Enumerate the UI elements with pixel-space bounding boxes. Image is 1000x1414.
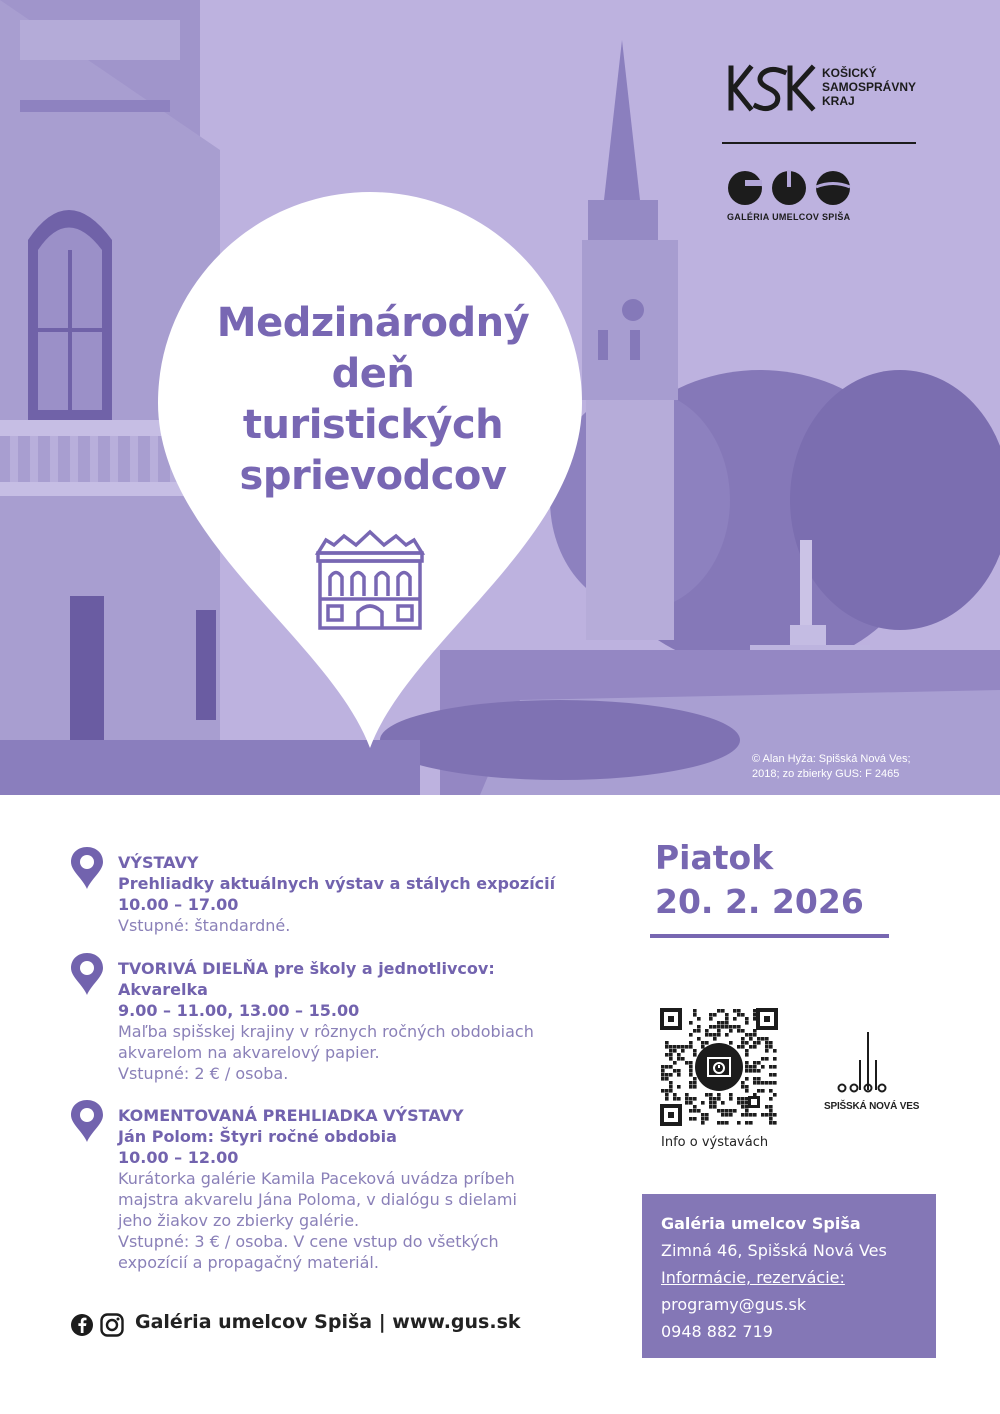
qr-module [749,1121,753,1125]
qr-module [745,1061,749,1065]
qr-caption: Info o výstavách [661,1135,769,1150]
qr-module [753,1113,757,1117]
ksk-line: KOŠICKÝ [822,66,877,80]
qr-module [737,1121,741,1125]
qr-module [773,1065,777,1069]
qr-module [689,1081,693,1085]
qr-module [693,1013,697,1017]
gus-wordmark: GALÉRIA UMELCOV SPIŠA [727,212,851,222]
qr-module [745,1097,749,1101]
qr-module [753,1029,757,1033]
qr-module [729,1097,733,1101]
qr-module [757,1061,761,1065]
qr-module [749,1045,753,1049]
qr-module [665,1045,669,1049]
qr-module [669,1053,673,1057]
event-subheading: Prehliadky aktuálnych výstav a stálych expozícií [118,874,556,893]
qr-module [705,1033,709,1037]
qr-module [753,1045,757,1049]
qr-module [757,1081,761,1085]
qr-module [717,1121,721,1125]
qr-module [717,1009,721,1013]
qr-module [697,1025,701,1029]
qr-module [717,1093,721,1097]
qr-module [685,1045,689,1049]
qr-module [773,1113,777,1117]
event-desc: majstra akvarelu Jána Poloma, v dialógu s dielami [118,1190,517,1209]
qr-module [745,1077,749,1081]
qr-module [701,1117,705,1121]
qr-module [669,1045,673,1049]
qr-module [725,1113,729,1117]
qr-module [769,1109,773,1113]
event-date-value: 20. 2. 2026 [655,882,864,921]
qr-module [693,1077,697,1081]
qr-module [741,1081,745,1085]
qr-module [693,1009,697,1013]
qr-module [709,1101,713,1105]
credit-line: © Alan Hyža: Spišská Nová Ves; [752,753,911,765]
qr-module [717,1109,721,1113]
qr-module [677,1045,681,1049]
event-heading: TVORIVÁ DIELŇA pre školy a jednotlivcov: [118,959,495,978]
qr-module [737,1029,741,1033]
qr-module [769,1089,773,1093]
qr-module [741,1085,745,1089]
event-desc: Vstupné: 2 € / osoba. [118,1064,289,1083]
qr-module [665,1097,669,1101]
gus-mark-icon [727,170,851,206]
qr-module [665,1089,669,1093]
title-line: sprievodcov [239,453,507,499]
contact-info-label: Informácie, rezervácie: [661,1268,845,1287]
qr-module [661,1077,665,1081]
qr-module [721,1021,725,1025]
event-time: 9.00 – 11.00, 13.00 – 15.00 [118,1001,360,1020]
qr-module [773,1073,777,1077]
qr-module [773,1049,777,1053]
qr-module [729,1041,733,1045]
qr-module [757,1089,761,1093]
qr-module [745,1101,749,1105]
qr-module [689,1061,693,1065]
qr-module [769,1113,773,1117]
qr-module [669,1065,673,1069]
qr-module [709,1097,713,1101]
qr-module [761,1057,765,1061]
ksk-mark-icon [726,64,818,112]
qr-module [713,1033,717,1037]
qr-module [665,1053,669,1057]
qr-module [745,1049,749,1053]
qr-module [709,1017,713,1021]
qr-module [713,1105,717,1109]
event-time: 10.00 – 17.00 [118,895,239,914]
qr-module [757,1069,761,1073]
qr-module [705,1093,709,1097]
qr-module [769,1041,773,1045]
qr-module [693,1105,697,1109]
qr-module [741,1037,745,1041]
qr-module [737,1101,741,1105]
qr-module [709,1093,713,1097]
qr-module [677,1069,681,1073]
qr-module [745,1041,749,1045]
contact-address: Zimná 46, Spišská Nová Ves [661,1241,887,1260]
qr-module [757,1037,761,1041]
qr-module [729,1025,733,1029]
event-desc: akvarelom na akvarelový papier. [118,1043,380,1062]
qr-module [697,1029,701,1033]
location-pin-icon [70,952,104,996]
qr-module [753,1041,757,1045]
qr-module [769,1121,773,1125]
qr-module [773,1093,777,1097]
qr-module [765,1105,769,1109]
qr-module [685,1097,689,1101]
qr-module [753,1069,757,1073]
qr-module [677,1073,681,1077]
qr-module [669,1073,673,1077]
qr-module [745,1089,749,1093]
qr-module [769,1105,773,1109]
qr-module [725,1025,729,1029]
qr-module [753,1061,757,1065]
qr-module [725,1121,729,1125]
qr-module [725,1013,729,1017]
qr-module [765,1041,769,1045]
qr-module [729,1029,733,1033]
qr-module [709,1025,713,1029]
qr-module [761,1037,765,1041]
qr-module [697,1037,701,1041]
qr-module [709,1033,713,1037]
qr-module [737,1097,741,1101]
event-desc: jeho žiakov zo zbierky galérie. [118,1211,360,1230]
qr-module [717,1025,721,1029]
qr-module [741,1045,745,1049]
qr-module [665,1065,669,1069]
contact-org: Galéria umelcov Spiša [661,1214,861,1233]
qr-module [689,1041,693,1045]
qr-module [661,1073,665,1077]
qr-module [733,1109,737,1113]
qr-module [701,1045,705,1049]
qr-module [769,1097,773,1101]
spisska-nova-ves-wordmark: SPIŠSKÁ NOVÁ VES [824,1101,920,1112]
qr-module [693,1053,697,1057]
qr-module [725,1109,729,1113]
date-underline [650,934,889,938]
qr-module [713,1013,717,1017]
qr-module [665,1093,669,1097]
contact-email[interactable]: programy@gus.sk [661,1295,807,1314]
qr-module [749,1065,753,1069]
social-text[interactable]: Galéria umelcov Spiša | www.gus.sk [135,1311,521,1333]
qr-module [721,1101,725,1105]
qr-module [693,1081,697,1085]
qr-module [709,1105,713,1109]
qr-module [661,1089,665,1093]
qr-module [669,1081,673,1085]
qr-module [701,1101,705,1105]
qr-module [745,1017,749,1021]
qr-module [749,1113,753,1117]
facebook-icon[interactable] [70,1313,94,1337]
qr-module [717,1033,721,1037]
qr-module [665,1073,669,1077]
qr-module [689,1109,693,1113]
gus-logo [727,170,857,226]
qr-module [669,1049,673,1053]
qr-module [693,1049,697,1053]
qr-module [661,1069,665,1073]
qr-module [673,1069,677,1073]
qr-module [701,1113,705,1117]
qr-module [689,1021,693,1025]
qr-code[interactable] [660,1008,778,1126]
qr-module [753,1081,757,1085]
event-heading: KOMENTOVANÁ PREHLIADKA VÝSTAVY [118,1106,464,1125]
qr-module [689,1065,693,1069]
qr-module [677,1057,681,1061]
qr-module [769,1081,773,1085]
qr-module [665,1077,669,1081]
qr-module [669,1085,673,1089]
qr-module [673,1045,677,1049]
qr-module [737,1009,741,1013]
qr-module [761,1113,765,1117]
qr-module [745,1085,749,1089]
qr-module [737,1045,741,1049]
contact-phone[interactable]: 0948 882 719 [661,1322,773,1341]
qr-module [725,1021,729,1025]
qr-module [761,1065,765,1069]
qr-module [681,1049,685,1053]
qr-module [749,1033,753,1037]
qr-module [773,1081,777,1085]
qr-module [673,1049,677,1053]
qr-module [685,1101,689,1105]
event-date [655,836,864,924]
qr-module [725,1017,729,1021]
qr-module [733,1025,737,1029]
event-title [160,298,586,502]
qr-module [741,1041,745,1045]
qr-module [701,1121,705,1125]
qr-module [741,1029,745,1033]
qr-module [665,1041,669,1045]
qr-module [705,1041,709,1045]
qr-module [749,1069,753,1073]
qr-module [745,1021,749,1025]
qr-module [769,1065,773,1069]
qr-module [689,1069,693,1073]
qr-module [753,1013,757,1017]
qr-module [745,1105,749,1109]
qr-module [753,1017,757,1021]
qr-module [705,1029,709,1033]
qr-module [713,1097,717,1101]
qr-module [701,1041,705,1045]
qr-module [685,1061,689,1065]
ksk-line: SAMOSPRÁVNY [822,80,917,94]
qr-module [741,1113,745,1117]
qr-module [753,1093,757,1097]
qr-module [693,1109,697,1113]
qr-module [693,1029,697,1033]
event-desc: Vstupné: štandardné. [118,916,291,935]
qr-module [673,1097,677,1101]
logo-divider [722,142,916,144]
qr-module [725,1033,729,1037]
qr-module [721,1121,725,1125]
qr-module [749,1037,753,1041]
qr-module [761,1089,765,1093]
ksk-wordmark [822,66,916,108]
location-pin-icon [70,846,104,890]
qr-module [677,1085,681,1089]
ksk-logo [726,60,926,120]
event-desc: Maľba spišskej krajiny v rôznych ročných obdobiach [118,1022,534,1041]
qr-module [741,1097,745,1101]
qr-module [661,1065,665,1069]
qr-module [737,1025,741,1029]
event-day: Piatok [655,838,774,877]
qr-module [697,1109,701,1113]
qr-module [721,1109,725,1113]
title-line: deň [331,351,415,397]
qr-module [773,1121,777,1125]
qr-module [769,1117,773,1121]
qr-module [769,1073,773,1077]
qr-module [689,1033,693,1037]
qr-module [689,1045,693,1049]
qr-module [745,1033,749,1037]
qr-module [693,1097,697,1101]
qr-module [753,1077,757,1081]
qr-module [713,1025,717,1029]
qr-module [757,1077,761,1081]
event-time: 10.00 – 12.00 [118,1148,239,1167]
location-pin-icon [70,1099,104,1143]
qr-module [765,1037,769,1041]
qr-module [689,1101,693,1105]
qr-module [693,1117,697,1121]
qr-module [745,1065,749,1069]
qr-module [765,1113,769,1117]
qr-module [753,1033,757,1037]
event-desc: Vstupné: 3 € / osoba. V cene vstup do všetkých [118,1232,499,1251]
qr-module [745,1121,749,1125]
qr-module [753,1065,757,1069]
qr-module [689,1073,693,1077]
event-desc: Kurátorka galérie Kamila Paceková uvádza príbeh [118,1169,515,1188]
qr-module [689,1097,693,1101]
qr-module [753,1009,757,1013]
qr-module [737,1013,741,1017]
qr-module [729,1113,733,1117]
qr-module [713,1101,717,1105]
event-heading: VÝSTAVY [118,853,199,872]
qr-module [717,1021,721,1025]
qr-module [717,1029,721,1033]
qr-module [681,1057,685,1061]
event-subheading: Akvarelka [118,980,208,999]
credit-line: 2018; zo zbierky GUS: F 2465 [752,768,900,780]
qr-module [689,1117,693,1121]
qr-module [741,1101,745,1105]
qr-module [741,1105,745,1109]
qr-module [681,1045,685,1049]
social-footer [70,1310,630,1340]
qr-module [669,1089,673,1093]
photo-credit [752,752,962,782]
qr-module [697,1017,701,1021]
qr-module [685,1093,689,1097]
qr-module [673,1093,677,1097]
ksk-line: KRAJ [822,94,855,108]
title-line: Medzinárodný [216,300,530,346]
qr-module [717,1097,721,1101]
event-desc: expozícií a propagačný materiál. [118,1253,379,1272]
qr-module [765,1081,769,1085]
qr-module [733,1009,737,1013]
qr-module [757,1041,761,1045]
qr-module [721,1009,725,1013]
qr-module [745,1109,749,1113]
qr-module [673,1061,677,1065]
qr-module [745,1113,749,1117]
qr-module [729,1093,733,1097]
qr-module [693,1085,697,1089]
qr-module [689,1085,693,1089]
event-subheading: Ján Polom: Štyri ročné obdobia [118,1127,397,1146]
title-line: turistických [242,402,504,448]
qr-module [721,1025,725,1029]
contact-box [642,1194,936,1358]
qr-module [669,1057,673,1061]
qr-module [705,1113,709,1117]
qr-module [713,1037,717,1041]
qr-module [741,1013,745,1017]
qr-module [769,1045,773,1049]
qr-module [745,1053,749,1057]
qr-module [729,1109,733,1113]
qr-module [677,1053,681,1057]
qr-module [733,1017,737,1021]
qr-module [705,1117,709,1121]
qr-module [745,1069,749,1073]
qr-module [761,1081,765,1085]
qr-module [721,1113,725,1117]
qr-module [765,1057,769,1061]
qr-module [677,1097,681,1101]
qr-module [765,1045,769,1049]
qr-module [773,1057,777,1061]
instagram-icon[interactable] [100,1313,124,1337]
qr-module [709,1013,713,1017]
qr-module [765,1049,769,1053]
